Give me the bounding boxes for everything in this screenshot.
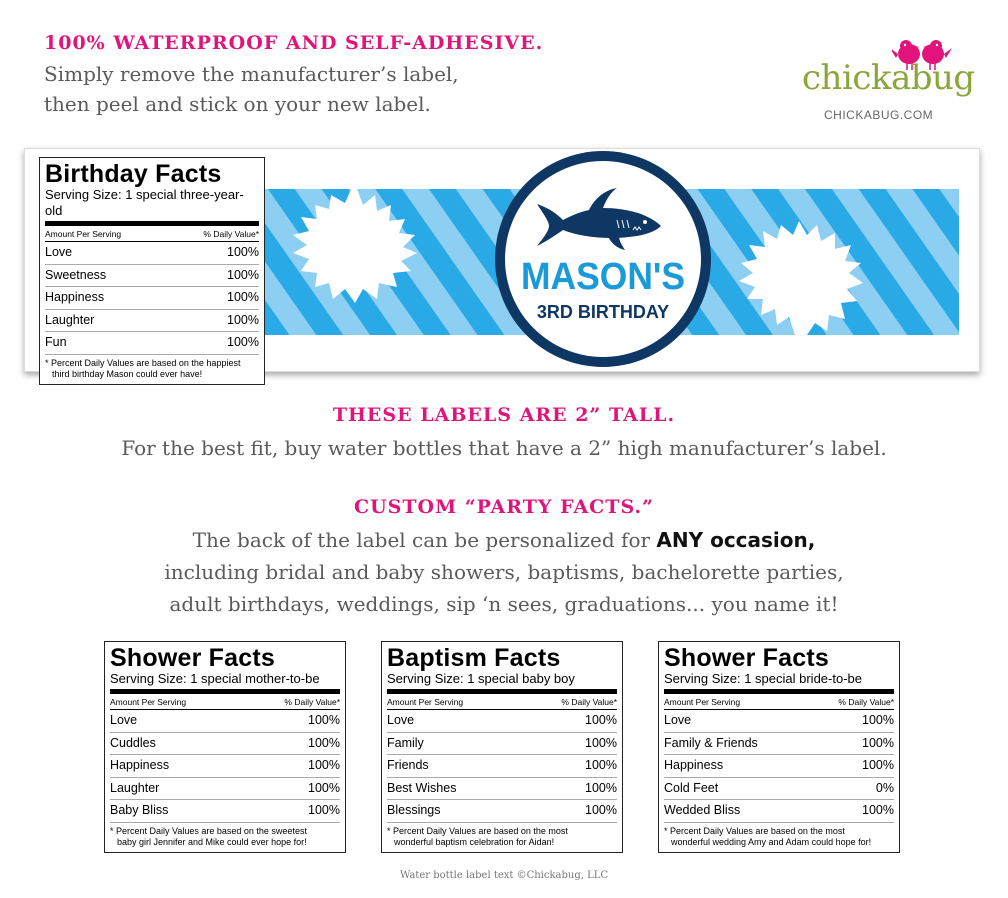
- intro-line-1: Simply remove the manufacturer’s label,: [44, 62, 459, 86]
- row-value: 100%: [308, 780, 340, 795]
- facts-footnote: [387, 823, 617, 848]
- row-name: Happiness: [45, 290, 105, 304]
- facts-header: [387, 694, 617, 710]
- facts-row: [110, 710, 340, 733]
- custom-heading: CUSTOM “PARTY FACTS.”: [353, 496, 655, 518]
- facts-row: [664, 778, 894, 801]
- row-name: Laughter: [110, 780, 160, 795]
- facts-row: [45, 242, 259, 265]
- row-name: Friends: [387, 758, 429, 772]
- facts-row: [110, 755, 340, 778]
- row-value: 100%: [227, 290, 259, 304]
- facts-header: [45, 226, 259, 242]
- row-name: Fun: [45, 335, 67, 349]
- footnote-line-1: * Percent Daily Values are based on the most: [664, 825, 845, 836]
- facts-title: Baptism Facts: [387, 644, 561, 672]
- row-value: 100%: [585, 735, 617, 750]
- row-value: 100%: [585, 803, 617, 817]
- row-name: Baby Bliss: [110, 803, 169, 817]
- shower-facts-card: [104, 641, 346, 853]
- dv-header: % Daily Value*: [561, 697, 617, 707]
- facts-row: [664, 710, 894, 733]
- custom-line-3: adult birthdays, weddings, sip ‘n sees, graduations... you name it!: [169, 592, 839, 616]
- facts-serving: Serving Size: 1 special three-year-old: [45, 187, 259, 226]
- facts-serving: Serving Size: 1 special bride-to-be: [664, 671, 894, 694]
- row-name: Happiness: [110, 758, 170, 772]
- row-name: Family & Friends: [664, 735, 758, 750]
- custom-line-1: [0, 528, 1008, 552]
- chickabug-logo[interactable]: [800, 36, 975, 126]
- intro-line-2: then peel and stick on your new label.: [44, 92, 431, 116]
- copyright-credit: Water bottle label text ©Chickabug, LLC: [399, 870, 609, 881]
- amount-header: Amount Per Serving: [45, 229, 122, 239]
- footnote-line-2: wonderful wedding Amy and Adam could hope for!: [671, 836, 872, 847]
- facts-row: [110, 800, 340, 823]
- facts-row: [45, 287, 259, 310]
- birthday-subtitle: 3RD BIRTHDAY: [536, 302, 670, 322]
- row-value: 100%: [862, 735, 894, 750]
- row-name: Best Wishes: [387, 780, 457, 795]
- dv-header: % Daily Value*: [838, 697, 894, 707]
- facts-row: [664, 755, 894, 778]
- facts-row: [45, 265, 259, 288]
- facts-footnote: [110, 823, 340, 848]
- facts-footnote: [664, 823, 894, 848]
- custom-line-1-bold: ANY occasion,: [656, 528, 816, 552]
- facts-header: [110, 694, 340, 710]
- facts-row: [45, 310, 259, 333]
- footnote-line-1: * Percent Daily Values are based on the happiest: [45, 357, 241, 368]
- amount-header: Amount Per Serving: [387, 697, 464, 707]
- footnote-line-1: * Percent Daily Values are based on the most: [387, 825, 568, 836]
- logo-wordmark: chickabug: [802, 58, 975, 98]
- facts-title: Shower Facts: [110, 644, 275, 672]
- row-value: 100%: [308, 713, 340, 727]
- facts-title: Shower Facts: [664, 644, 829, 672]
- footnote-line-2: third birthday Mason could ever have!: [52, 368, 203, 379]
- footnote-line-2: baby girl Jennifer and Mike could ever hope for!: [117, 836, 307, 847]
- facts-row: [664, 733, 894, 756]
- row-value: 100%: [227, 267, 259, 282]
- row-value: 100%: [862, 758, 894, 772]
- facts-row: [387, 755, 617, 778]
- row-name: Blessings: [387, 803, 441, 817]
- row-value: 100%: [227, 245, 259, 259]
- facts-title: Birthday Facts: [45, 160, 222, 188]
- facts-footnote: [45, 355, 259, 380]
- facts-row: [387, 800, 617, 823]
- water-bottle-label: [24, 148, 980, 379]
- dv-header: % Daily Value*: [284, 697, 340, 707]
- facts-row: [387, 710, 617, 733]
- row-value: 100%: [308, 735, 340, 750]
- row-name: Sweetness: [45, 267, 107, 282]
- facts-serving: Serving Size: 1 special baby boy: [387, 671, 617, 694]
- row-value: 100%: [585, 758, 617, 772]
- dv-header: % Daily Value*: [203, 229, 259, 239]
- intro-heading: 100% WATERPROOF AND SELF-ADHESIVE.: [44, 32, 544, 54]
- row-value: 100%: [308, 758, 340, 772]
- row-name: Love: [387, 713, 415, 727]
- baptism-facts-card: [381, 641, 623, 853]
- row-name: Wedded Bliss: [664, 803, 741, 817]
- row-value: 100%: [227, 312, 259, 327]
- facts-serving: Serving Size: 1 special mother-to-be: [110, 671, 340, 694]
- row-name: Love: [110, 713, 138, 727]
- amount-header: Amount Per Serving: [110, 697, 187, 707]
- sizes-text: For the best fit, buy water bottles that have a 2” high manufacturer’s label.: [121, 436, 887, 460]
- row-value: 0%: [875, 780, 894, 795]
- row-name: Cold Feet: [664, 780, 719, 795]
- custom-line-2: including bridal and baby showers, baptisms, bachelorette parties,: [164, 560, 844, 584]
- footnote-line-2: wonderful baptism celebration for Aidan!: [394, 836, 555, 847]
- row-name: Family: [387, 735, 424, 750]
- row-value: 100%: [862, 803, 894, 817]
- row-name: Cuddles: [110, 735, 156, 750]
- facts-header: [664, 694, 894, 710]
- row-name: Love: [664, 713, 692, 727]
- facts-row: [664, 800, 894, 823]
- birthday-facts-panel: [39, 157, 265, 385]
- custom-line-1-text: The back of the label can be personalized for: [192, 528, 657, 552]
- row-value: 100%: [585, 780, 617, 795]
- logo-url[interactable]: CHICKABUG.COM: [824, 108, 934, 122]
- sizes-heading: THESE LABELS ARE 2” TALL.: [332, 404, 676, 426]
- row-value: 100%: [227, 335, 259, 349]
- facts-row: [45, 332, 259, 355]
- bridal-shower-facts-card: [658, 641, 900, 853]
- row-name: Love: [45, 245, 73, 259]
- row-name: Laughter: [45, 312, 95, 327]
- facts-row: [387, 778, 617, 801]
- row-value: 100%: [308, 803, 340, 817]
- footnote-line-1: * Percent Daily Values are based on the sweetest: [110, 825, 307, 836]
- row-value: 100%: [585, 713, 617, 727]
- birthday-name: MASON'S: [521, 256, 685, 298]
- facts-row: [110, 778, 340, 801]
- row-value: 100%: [862, 713, 894, 727]
- amount-header: Amount Per Serving: [664, 697, 741, 707]
- facts-row: [387, 733, 617, 756]
- facts-row: [110, 733, 340, 756]
- row-name: Happiness: [664, 758, 724, 772]
